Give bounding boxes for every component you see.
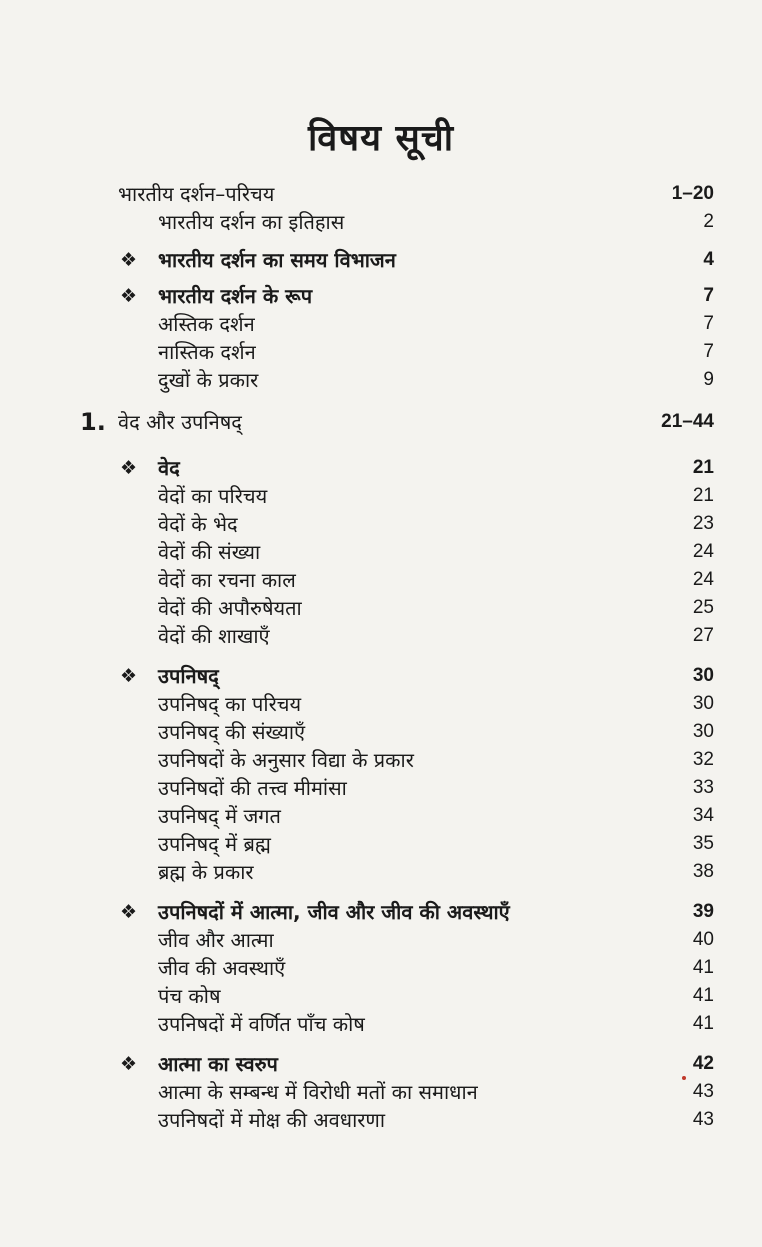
toc-entry [0, 408, 762, 436]
toc-entry-label: उपनिषद् में जगत [158, 804, 281, 828]
toc-page-number: 30 [692, 665, 714, 686]
toc-page-number: 41 [692, 957, 714, 978]
toc-page-number: 7 [703, 313, 714, 334]
toc-page-number: 27 [692, 625, 714, 646]
ink-speck [682, 1076, 686, 1080]
toc-entry [0, 1106, 762, 1134]
toc-entry-label: भारतीय दर्शन का इतिहास [158, 210, 345, 234]
toc-entry-label: आत्मा का स्वरुप [158, 1052, 278, 1076]
toc-page-number: 41 [692, 1013, 714, 1034]
diamond-bullet-icon: ❖ [120, 1053, 138, 1075]
toc-entry-label: अस्तिक दर्शन [158, 312, 255, 336]
diamond-bullet-icon: ❖ [120, 249, 138, 271]
toc-entry-label: दुखों के प्रकार [158, 368, 259, 392]
toc-entry [0, 282, 762, 310]
toc-entry-label: भारतीय दर्शन के रूप [158, 284, 313, 308]
toc-entry-label: वेदों का परिचय [158, 484, 268, 508]
toc-page-number: 25 [692, 597, 714, 618]
toc-page-number: 43 [692, 1109, 714, 1130]
toc-entry [0, 622, 762, 650]
toc-entry [0, 246, 762, 274]
toc-entry [0, 180, 762, 208]
toc-entry-label: आत्मा के सम्बन्ध में विरोधी मतों का समाधान [158, 1080, 478, 1104]
toc-entry-label: वेद [158, 456, 180, 480]
toc-entry-label: जीव की अवस्थाएँ [158, 956, 286, 980]
toc-page-number: 23 [692, 513, 714, 534]
toc-entry-label: उपनिषदों की तत्त्व मीमांसा [158, 776, 347, 800]
toc-entry [0, 566, 762, 594]
toc-page-number: 24 [692, 541, 714, 562]
toc-entry-label: भारतीय दर्शन का समय विभाजन [158, 248, 396, 272]
toc-page-number: 2 [703, 211, 714, 232]
toc-entry [0, 926, 762, 954]
toc-page-number: 1–20 [671, 183, 714, 204]
toc-entry [0, 662, 762, 690]
toc-entry [0, 1050, 762, 1078]
toc-page-number: 21 [692, 457, 714, 478]
toc-page-number: 30 [692, 693, 714, 714]
toc-page-number: 7 [703, 341, 714, 362]
toc-entry [0, 538, 762, 566]
toc-page-number: 30 [692, 721, 714, 742]
toc-entry [0, 482, 762, 510]
toc-entry-label: पंच कोष [158, 984, 221, 1008]
toc-entry-label: वेदों की अपौरुषेयता [158, 596, 302, 620]
toc-entry-label: वेद और उपनिषद् [118, 410, 242, 434]
toc-page-number: 24 [692, 569, 714, 590]
toc-entry-label: वेदों की शाखाएँ [158, 624, 270, 648]
toc-entry [0, 310, 762, 338]
page-title: विषय सूची [307, 118, 455, 159]
toc-entry-label: नास्तिक दर्शन [158, 340, 256, 364]
toc-entry [0, 1010, 762, 1038]
toc-entry-label: उपनिषदों में वर्णित पाँच कोष [158, 1012, 365, 1036]
diamond-bullet-icon: ❖ [120, 901, 138, 923]
toc-entry [0, 954, 762, 982]
toc-entry-label: उपनिषदों में मोक्ष की अवधारणा [158, 1108, 386, 1132]
toc-page-number: 34 [692, 805, 714, 826]
toc-page-number: 21–44 [661, 411, 714, 432]
toc-entry [0, 1078, 762, 1106]
toc-entry [0, 858, 762, 886]
toc-entry-label: वेदों का रचना काल [158, 568, 296, 592]
toc-page-number: 43 [692, 1081, 714, 1102]
toc-entry-label: उपनिषदों में आत्मा, जीव और जीव की अवस्थाएँ [158, 900, 510, 924]
toc-page-number: 7 [703, 285, 714, 306]
toc-page-number: 35 [692, 833, 714, 854]
toc-page-number: 41 [692, 985, 714, 1006]
toc-entry-label: वेदों के भेद [158, 512, 238, 536]
toc-page-number: 32 [692, 749, 714, 770]
toc-entry-label: उपनिषद् [158, 664, 219, 688]
toc-entry-label: वेदों की संख्या [158, 540, 261, 564]
diamond-bullet-icon: ❖ [120, 285, 138, 307]
diamond-bullet-icon: ❖ [120, 457, 138, 479]
toc-entry [0, 208, 762, 236]
toc-entry [0, 830, 762, 858]
toc-page-number: 33 [692, 777, 714, 798]
toc-entry-label: उपनिषद् की संख्याएँ [158, 720, 306, 744]
chapter-number: 1. [80, 408, 106, 436]
toc-page-number: 40 [692, 929, 714, 950]
toc-entry-label: उपनिषदों के अनुसार विद्या के प्रकार [158, 748, 414, 772]
toc-entry-label: जीव और आत्मा [158, 928, 274, 952]
diamond-bullet-icon: ❖ [120, 665, 138, 687]
toc-page-number: 38 [692, 861, 714, 882]
toc-page-number: 39 [692, 901, 714, 922]
toc-entry [0, 898, 762, 926]
toc-entry-label: ब्रह्म के प्रकार [158, 860, 254, 884]
toc-page-number: 4 [703, 249, 714, 270]
toc-entry [0, 982, 762, 1010]
toc-entry [0, 718, 762, 746]
toc-page-number: 21 [692, 485, 714, 506]
toc-entry [0, 454, 762, 482]
toc-entry-label: भारतीय दर्शन–परिचय [118, 182, 275, 206]
toc-page-number: 9 [703, 369, 714, 390]
toc-entry [0, 774, 762, 802]
toc-entry [0, 510, 762, 538]
toc-entry [0, 338, 762, 366]
toc-entry [0, 366, 762, 394]
toc-entry-label: उपनिषद् में ब्रह्म [158, 832, 271, 856]
toc-entry [0, 802, 762, 830]
toc-entry [0, 746, 762, 774]
toc-entry-label: उपनिषद् का परिचय [158, 692, 302, 716]
toc-page-number: 42 [692, 1053, 714, 1074]
toc-entry [0, 690, 762, 718]
toc-entry [0, 594, 762, 622]
